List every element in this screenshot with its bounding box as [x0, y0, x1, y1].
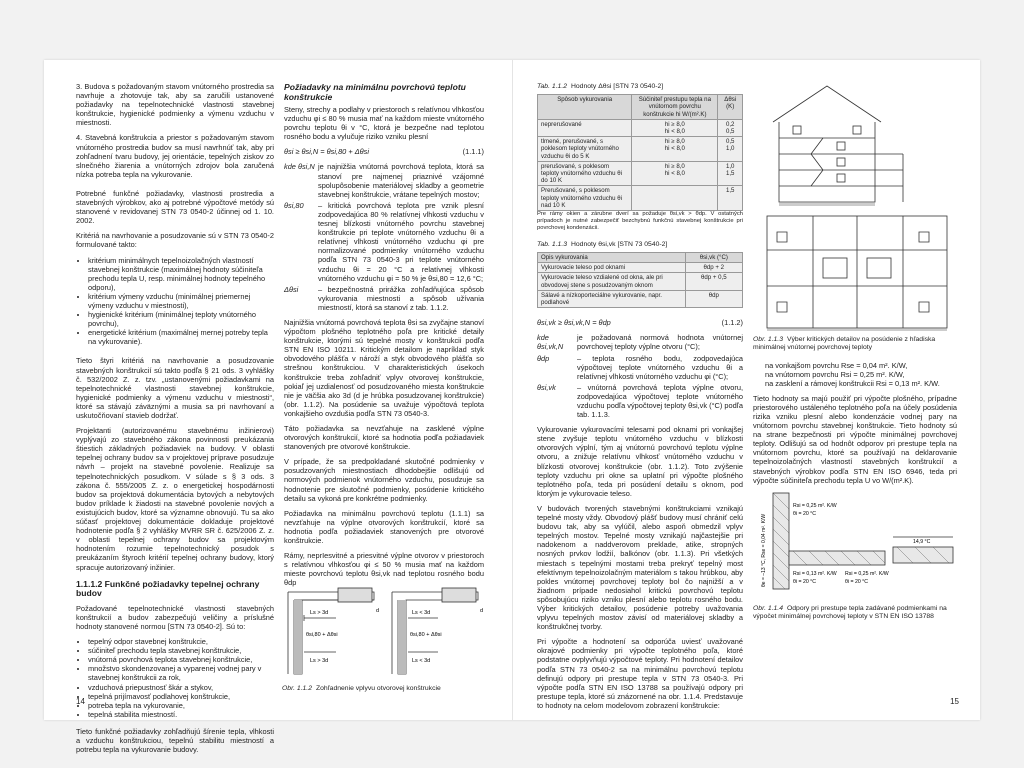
- table-row: neprerušované hi ≥ 8,0 hi < 8,0 0,2 0,5: [538, 119, 743, 136]
- figure-caption: Obr. 1.1.2 Zohľadnenie vplyvu otvorovej konštrukcie: [282, 685, 441, 692]
- paragraph: V budovách tvorených stavebnými konštrukciami vznikajú tepelné mosty vždy. Obvodový plášť budovy musí chrániť celú budovu tak, aby sa vylúčil, alebo aspoň obmedzil vplyv tepelných mostov. Tepelné mosty vznikajú najčastejšie pri nadokenom a naddverovom preklade, atike, stropných nosných prvkov lodžií, balkónov (obr. 1.1.3). Pri všetkých miestach s tepelnými mostami treba prekryť tepelný most efektívnym tepelnoizolačným materiálom s takou hrúbkou, aby pokles vnútornej povrchovej teploty bol čo najnižší a v žiadnom prípade nedosiahol kritickú povrchovú teplotu spôsobujúcu riziko vzniku plesní alebo teplotu rosného bodu. Výber kritických detailov, posúdenie potreby uvažovania vplyvu tepelných mostov závisí od materiálovej skladby a konštrukčnej tvorby.: [537, 503, 743, 632]
- definitions: [284, 162, 484, 312]
- paragraph: Pri výpočte a hodnotení sa odporúča uviesť uvažované okrajové podmienky pri výpočte teplotného poľa, ktoré podstatne ovplyvňujú výpočtové teploty. Pri hodnotení detailov podľa STN 73 0540-2 sa na minimálnu povrchovú teplotu definujú odpory pri prestupe tepla v STN 73 0540-3. Pri výpočte podľa STN EN ISO 13788 sa používajú odpory pri prestupe tepla, ktoré sú znázornené na obr. 1.1.4. Predstavuje to hodnoty na celom modelovom zobrazení konštrukcie:: [537, 637, 743, 710]
- subsection-heading: Požiadavky na minimálnu povrchovú teplotu konštrukcie: [284, 82, 466, 102]
- list-item: na vnútornom povrchu Rsi = 0,25 m². K/W,: [765, 369, 905, 379]
- figure-label: Ls < 3d: [412, 658, 431, 664]
- paragraph: Vykurovanie vykurovacími telesami pod oknami pri vonkajšej stene zvyšuje teplotu vnútorného vzduchu v blízkosti otvorových výplní, tým aj vnútornú povrchovú teplotu výplne otvoru, a znižuje relatívnu vlhkosť vnútorného vzduchu v blízkosti otvorovej konštrukcie (obr. 1.1.2). Toto zvýšenie teploty vzduchu pri okne sa uplatní pri výpočte plošného teplotného poľa, teda pri posúdení detailu s oknom, pod ktorým je vykurovacie teleso.: [537, 425, 743, 498]
- left-page: [44, 60, 512, 755]
- paragraph: Požadované tepelnotechnické vlastnosti stavebných konštrukcií a budov zabezpečujú veličiny a príslušné hodnoty stanovené normou [STN 73 0540-2]. Sú to:: [76, 603, 274, 631]
- figure-label: θi = 20 °C: [793, 510, 816, 517]
- definitions: [537, 333, 743, 419]
- definition: θsi,80 – kritická povrchová teplota pre vznik plesní zodpovedajúca 80 % relatívnej vlhkosti vzduchu v tesnej blízkosti vnútorného povrchu stavebnej konštrukcie pri teplote vnútorného vzduchu θi a relatívnej vlhkosti vnútorného vzduchu φi pre normalizované podmienky vnútorného vzduchu podľa STN 73 0540-3 pri teplote vnútorného vzduchu θi = 20 °C a relatívnej vlhkosti vnútorného vzduchu φi = 50 % je θsi,80 = 12,6 °C;: [284, 200, 484, 283]
- criteria-list: [76, 256, 274, 347]
- list-item: na vonkajšom povrchu Rse = 0,04 m². K/W,: [765, 360, 908, 370]
- table-row: Vykurovacie teleso pod oknami θdp + 2: [538, 263, 743, 273]
- list-item: • hygienické kritérium (minimálnej teploty vnútorného povrchu),: [88, 310, 274, 328]
- section-heading: 1.1.1.2 Funkčné požiadavky tepelnej ochrany budov: [76, 578, 260, 598]
- figure-label: Rsi = 0,13 m². K/W: [793, 570, 837, 577]
- table-caption: Tab. 1.1.3 Hodnoty θsi,vk [STN 73 0540-2]: [537, 240, 668, 248]
- list-item-4: 4. Stavebná konštrukcia a priestor s požadovaným stavom vnútorného prostredia budov sa musí navrhnúť tak, aby pri zohľadnení tvaru budovy, jej orientácie, tepelných ziskov zo slnečného žiarenia a vnútorných zdrojov bola zaručená nízka potreba tepla na vykurovanie.: [76, 133, 274, 179]
- figure-label: Ls < 3d: [412, 610, 431, 616]
- table-theta-vk: [537, 252, 743, 308]
- paragraph: Požiadavka na minimálnu povrchovú teplotu (1.1.1) sa nevzťahuje na výplne otvorových konštrukcií, ktoré sa hodnotia podľa požiadaviek stanovených pre otvorové konštrukcie.: [284, 508, 484, 546]
- figure-label: Ls > 3d: [310, 610, 329, 616]
- table-row: Sálavé a nízkoporteciálne vykurovanie, napr. podlahové θdp: [538, 290, 743, 307]
- definition: kde θsi,N je najnižšia vnútorná povrchová teplota, ktorá sa stanoví pre najmenej priaznivé vzájomné spolupôsobenie materiálovej skladby a geometrie stavebnej konštrukcie, vrátane tepelných mostov;: [284, 162, 484, 199]
- paragraph: Táto požiadavka sa nevzťahuje na zasklené výplne otvorových konštrukcií, ktoré sa hodnotia podľa požiadaviek stanovených pre otvorové konštrukcie.: [284, 424, 484, 452]
- figure-label: θe = –13 °C, Rse = 0,04 m². K/W: [761, 513, 767, 587]
- column-header: Opis vykurovania: [538, 253, 686, 263]
- equation-1-1-1: θsi ≥ θsi,N = θsi,80 + Δθsi (1.1.1): [284, 147, 484, 157]
- table-caption: Tab. 1.1.2 Hodnoty Δθsi [STN 73 0540-2]: [537, 83, 664, 90]
- list-item: • vzduchová priepustnosť škár a stykov,: [88, 683, 274, 692]
- list-item: • tepelný odpor stavebnej konštrukcie,: [88, 637, 274, 646]
- paragraph: Potrebné funkčné požiadavky, vlastnosti prostredia a stavebných výrobkov, ako aj potrebné výpočtové metódy sú stanovené v revidovanej STN 73 0540-2 účinnej od 1. 10. 2002.: [76, 188, 274, 226]
- column-header: Spôsob vykurovania: [538, 95, 632, 120]
- definition: θdp – teplota rosného bodu, zodpovedajúca výpočtovej teplote vnútorného vzduchu θi a relatívnej vlhkosti vnútorného vzduchu φi (°C);: [537, 353, 743, 381]
- paragraph: Steny, strechy a podlahy v priestoroch s relatívnou vlhkosťou vzduchu φi ≤ 80 % musia mať na každom mieste vnútorného povrchu teplotu θi v °C, ktorá je bezpečne nad teplotou rosného bodu a vylučuje riziko vzniku plesní: [284, 105, 484, 142]
- table-note: Pre rámy okien a zárubne dverí sa požaduje θsi,vk > θdp. V ostatných prípadoch je nutné zabezpečiť bezchybnú funkčnú stavebnej konštrukcie pri povrchovej kondenzácii.: [537, 210, 743, 231]
- table-row: prerušované, s poklesom teploty vnútorného vzduchu θi do 10 K hi ≥ 8,0 hi < 8,0 1,0 1,5: [538, 161, 743, 186]
- definition: θsi,vk – vnútorná povrchová teplota výplne otvoru, zodpovedajúca výpočtovej teplote vnútorného vzduchu podľa výpočtovej teploty θsi,vk (°C) podľa tab. 1.1.3.: [537, 382, 743, 420]
- column-header: Δθsi (K): [718, 95, 743, 120]
- equation-1-1-2: θsi,vk ≥ θsi,vk,N = θdp (1.1.2): [537, 318, 743, 328]
- table-delta-theta: [537, 94, 743, 211]
- figure-label: Ls > 3d: [310, 658, 329, 664]
- page-number: 15: [950, 697, 959, 706]
- paragraph: Najnižšia vnútorná povrchová teplota θsi sa zvyčajne stanoví výpočtom plošného teplotného poľa pre kritické detaily konštrukcie, ktorými sú tepelné mosty v konštrukcii podľa STN EN ISO 10211. Kritickým detailom je napríklad styk obvodového plášťa v nároží a styk obvodového plášťa so strešnou konštrukciou. V charakteristických úsekoch konštrukcie treba zohľadniť vplyv otvorovej konštrukcie, pokiaľ jej uzdialenosť od posudzovaného miesta konštrukcie nie je väčšia ako 3d (d je hrúbka posudzovanej konštrukcie) (obr. 1.1.2). Na posúdenie sa uvažuje výpočtová teplota vonkajšieho ovzdušia podľa STN 73 0540-3.: [284, 317, 484, 418]
- building-section-drawing: [753, 82, 957, 334]
- list-item: • tepelná stabilita miestností.: [88, 710, 274, 719]
- figure-label: θi = 20 °C: [845, 578, 868, 585]
- window-influence-diagram: [282, 582, 486, 680]
- figure-label: θsi,80 + Δθsi: [306, 632, 338, 638]
- paragraph: Kritériá na navrhovanie a posudzovanie sú v STN 73 0540-2 formulované takto:: [76, 231, 274, 250]
- figure-1-1-2: [282, 582, 486, 694]
- quantities-list: [76, 637, 274, 719]
- paragraph: Projektanti (autorizovanému stavebnému inžinierovi) vyplývajú zo stavebného zákona povinnosti preukázania štiestich základných požiadaviek na budovy. V oblasti tepelnej ochrany budov sa v projektovej príprave posudzuje návrh – projekt na stavebné povolenie. Realizuje sa tepelnotechnických posudkom. V súlade s § 3 ods. 3 zákona č. 555/2005 Z. z. o energetickej hospodárnosti budov sa projektová dokumentácia bytových a nebytových budov príklade k žiadosti na stavebné povolenie nových a existujúcich budov, ktoré sa významne obnovujú. Tu sa ako súčasť projektovej dokumentácie dokladuje projektové hodnotenie podľa § 2 vyhlášky MVRR SR č. 625/2006 Z. z. v oblasti tepelnej ochrany budov sa projektovým hodnotením rozumie tepelnotechnický posudok s preukázaním štyroch kritérií tepelnej ochrany budovy, ktorý spracuje autorizovaný inžinier.: [76, 426, 274, 572]
- right-page: [512, 60, 981, 720]
- paragraph: Tieto funkčné požiadavky zohľadňujú šírenie tepla, vlhkosti a vzduchu konštrukciou, tepelnú stabilitu miestností a potrebu tepla na vykurovanie budovy.: [76, 726, 274, 755]
- figure-label: d: [376, 608, 380, 614]
- list-item: • tepelná prijímavosť podlahovej konštrukcie,: [88, 692, 274, 701]
- figure-label: 14,9 °C: [913, 538, 931, 545]
- figure-label: Rsi = 0,25 m². K/W: [793, 502, 837, 509]
- column-header: Súčiniteľ prestupu tepla na vnútornom povrchu konštrukcie hi W/(m².K): [632, 95, 718, 120]
- figure-label: Rsi = 0,25 m². K/W: [845, 570, 889, 577]
- left-column-1: [76, 82, 274, 760]
- table-header-row: [538, 95, 743, 120]
- table-row: tlmené, prerušované, s poklesom teploty vnútorného vzduchu θi do 5 K hi ≥ 8,0 hi < 8,0 0,5 1,0: [538, 137, 743, 162]
- list-item: • kritérium minimálnych tepelnoizolačných vlastností stavebnej konštrukcie (maximálnej hodnoty súčiniteľa prechodu tepla U, resp. minimálnej hodnoty tepelného odporu),: [88, 256, 274, 292]
- list-item: • súčiniteľ prechodu tepla stavebnej konštrukcie,: [88, 646, 274, 655]
- list-item-3: 3. Budova s požadovaným stavom vnútorného prostredia sa navrhuje a zhotovuje tak, aby sa zaručili ustanovené požiadavky na tepelnotechnické vlastnosti stavebnej konštrukcie, hygienické podmienky a výmenu vzduchu v miestnosti.: [76, 82, 274, 128]
- list-item: • potreba tepla na vykurovanie,: [88, 701, 274, 710]
- list-item: na zasklení a rámovej konštrukcii Rsi = 0,13 m². K/W.: [765, 378, 940, 388]
- book-spread: [44, 60, 980, 755]
- left-column-2: [284, 82, 484, 594]
- surface-resistance-diagram: [753, 491, 957, 603]
- list-item: • množstvo skondenzovanej a vyparenej vodnej pary v stavebnej konštrukcii za rok,: [88, 664, 274, 682]
- figure-label: θsi,80 + Δθsi: [410, 632, 442, 638]
- right-column-1: [537, 82, 743, 716]
- resistance-list: [753, 361, 957, 388]
- paragraph: Rámy, neprIesvitné a priesvitné výplne otvorov v priestoroch s relatívnou vlhkosťou φi ≤ 50 % musia mať na každom mieste povrchovú teplotu θsi,vk nad teplotou rosného bodu θdp: [284, 551, 484, 588]
- figure-caption: Obr. 1.1.4 Odpory pri prestupe tepla zadávané podmienkami na výpočet minimálnej povrchovej teploty v STN EN ISO 13788: [753, 604, 947, 621]
- definition: kde θsi,vk,N je požadovaná normová hodnota vnútornej povrchovej teploty výplne otvoru (°C);: [537, 333, 743, 352]
- paragraph: Tieto štyri kritériá na navrhovanie a posudzovanie stavebných konštrukcií sú takto podľa § 21 ods. 3 vyhlášky č. 532/2002 Z. z. tzv. „ustanovenými požiadavkami na tepelnotechnické vlastnosti stavebnej konštrukcie, hygienické podmienky a výmenu vzduchu v miestnosti“, ktoré sa stávajú záväznými a musia sa pri navrhovaní a uskutočňovaní stavieb dodržať.: [76, 356, 274, 420]
- figure-label: d: [480, 608, 484, 614]
- table-row: Prerušované, s poklesom teploty vnútorného vzduchu θi nad 10 K 1,5: [538, 186, 743, 211]
- column-header: θsi,vk (°C): [685, 253, 742, 263]
- list-item: • energetické kritérium (maximálnej mernej potreby tepla na vykurovanie).: [88, 328, 274, 346]
- figure-caption: Obr. 1.1.3 Výber kritických detailov na posúdenie z hľadiska minimálnej vnútornej povrchovej teploty: [753, 336, 936, 352]
- definition: Δθsi – bezpečnostná prirážka zohľadňujúca spôsob vykurovania miestnosti a spôsob užívania miestností, ktorá sa stanoví z tab. 1.1.2.: [284, 284, 484, 312]
- table-row: Vykurovacie teleso vzdialené od okna, ale pri obvodovej stene s posudzovaným oknom θdp + 0,5: [538, 273, 743, 290]
- figure-label: θi = 20 °C: [793, 578, 816, 585]
- list-item: • kritérium výmeny vzduchu (minimálnej priemernej výmeny vzduchu v miestnosti),: [88, 292, 274, 310]
- list-item: • vnútorná povrchová teplota stavebnej konštrukcie,: [88, 655, 274, 664]
- right-column-2: [753, 82, 957, 621]
- table-header-row: [538, 253, 743, 263]
- paragraph: Tieto hodnoty sa majú použiť pri výpočte plošného, prípadne priestorového ustáleného teplotného poľa na účely posúdenia rizika vzniku plesní alebo kondenzácie vodnej pary na vnútornom povrchu stavebnej konštrukcie. Tieto hodnoty sú na strane bezpečnosti pri výpočte minimálnej povrchovej teploty. Odlišujú sa od hodnôt odporov pri prestupe tepla na vnútornom povrchu, ktoré sa používajú na deklarovanie tepelnoizolačných vlastností stavebných konštrukcií a stavebných výrobkov podľa STN EN ISO 6946, teda pri výpočte súčiniteľa prechodu tepla U vo W/(m².K).: [753, 393, 957, 485]
- page-number: 14: [76, 697, 85, 706]
- paragraph: V prípade, že sa predpokladané skutočné podmienky v posudzovaných miestnostiach dlhodobejšie odlišujú od normových podmienok vnútorného vzduchu, posudzuje sa hodnotenie pre skutočné podmienky, posúdenie kritického detailu sa vykoná pre konkrétne podmienky.: [284, 457, 484, 503]
